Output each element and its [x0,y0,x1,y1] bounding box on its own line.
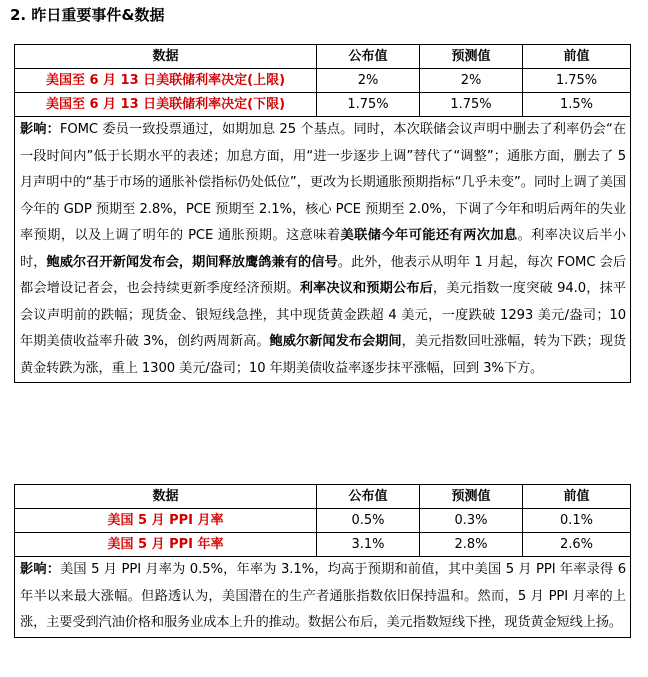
header-data: 数据 [15,45,317,69]
row-name: 美国至 6 月 13 日美联储利率决定(下限) [15,93,317,117]
row-actual: 1.75% [317,93,420,117]
fomc-data-table [14,44,631,383]
row-name: 美国 5 月 PPI 年率 [15,533,317,557]
impact-segment: ，美元指数回吐涨幅，转为下跌；现货黄金转跌为涨，重上 1300 美元/盎司；10 年期美债收益率逐步抹平涨幅，回到 3%下方。 [20,334,626,376]
impact-text [15,117,631,383]
impact-segment: 美国 5 月 PPI 月率为 0.5%，年率为 3.1%，均高于预期和前值，其中美国 5 月 PPI 年率录得 6 年半以来最大涨幅。但路透认为，美国潜在的生产者通胀指数依旧保持温和。然而，5 月 PPI 月率的上涨，主要受到汽油价格和服务业成本上升的推动。数据公布后，美元指数短线下挫，现货黄金短线上扬。 [20,562,626,630]
impact-segment: 。利率决议后半小时， [20,228,626,270]
row-previous: 1.75% [523,69,631,93]
row-actual: 0.5% [317,509,420,533]
row-previous: 0.1% [523,509,631,533]
table-row [15,69,631,93]
row-previous: 2.6% [523,533,631,557]
header-previous: 前值 [523,485,631,509]
impact-row [15,117,631,383]
table-row [15,509,631,533]
header-previous: 前值 [523,45,631,69]
header-forecast: 预测值 [420,45,523,69]
row-name: 美国 5 月 PPI 月率 [15,509,317,533]
row-forecast: 0.3% [420,509,523,533]
impact-label: 影响： [20,562,61,577]
table-row [15,533,631,557]
impact-segment: ，美元指数一度突破 94.0，抹平会议声明前的跌幅；现货金、银短线急挫，其中现货黄金跌超 4 美元，一度跌破 1293 美元/盎司；10 年期美债收益率升破 3%，创约两周新高。 [20,281,626,349]
row-name: 美国至 6 月 13 日美联储利率决定(上限) [15,69,317,93]
row-actual: 3.1% [317,533,420,557]
row-forecast: 2.8% [420,533,523,557]
header-actual: 公布值 [317,45,420,69]
impact-row [15,557,631,638]
impact-segment: 。此外，他表示从明年 1 月起，每次 FOMC 会后都会增设记者会，也会持续更新季度经济预期。 [20,254,626,296]
table-row [15,93,631,117]
row-actual: 2% [317,69,420,93]
section-title: 2. 昨日重要事件&数据 [10,6,165,24]
header-actual: 公布值 [317,485,420,509]
row-previous: 1.5% [523,93,631,117]
ppi-data-table [14,484,631,638]
row-forecast: 1.75% [420,93,523,117]
row-forecast: 2% [420,69,523,93]
table-header-row [15,485,631,509]
header-data: 数据 [15,485,317,509]
table-header-row [15,45,631,69]
impact-text [15,557,631,638]
impact-highlight: 鲍威尔召开新闻发布会，期间释放鹰鸽兼有的信号 [46,254,338,270]
header-forecast: 预测值 [420,485,523,509]
impact-highlight: 美联储今年可能还有两次加息 [340,228,518,243]
impact-segment: FOMC 委员一致投票通过，如期加息 25 个基点。同时，本次联储会议声明中删去了利率仍会“在一段时间内”低于长期水平的表述；加息方面，用“进一步逐步上调”替代了“调整”；通胀方面，删去了 5 月声明中的“基于市场的通胀补偿指标仍处低位”，更改为长期通胀预期指标“几乎未变”。同时上调了美国今年的 GDP 预期至 2.8%，PCE 预期至 2.1%，核心 PCE 预期至 2.0%，下调了今年和明后两年的失业率预期，以及上调了明年的 PCE 通胀预期。这意味着 [20,122,626,243]
impact-highlight: 利率决议和预期公布后 [299,281,433,296]
impact-highlight: 鲍威尔新闻发布会期间 [269,334,402,349]
impact-label: 影响： [20,122,60,137]
